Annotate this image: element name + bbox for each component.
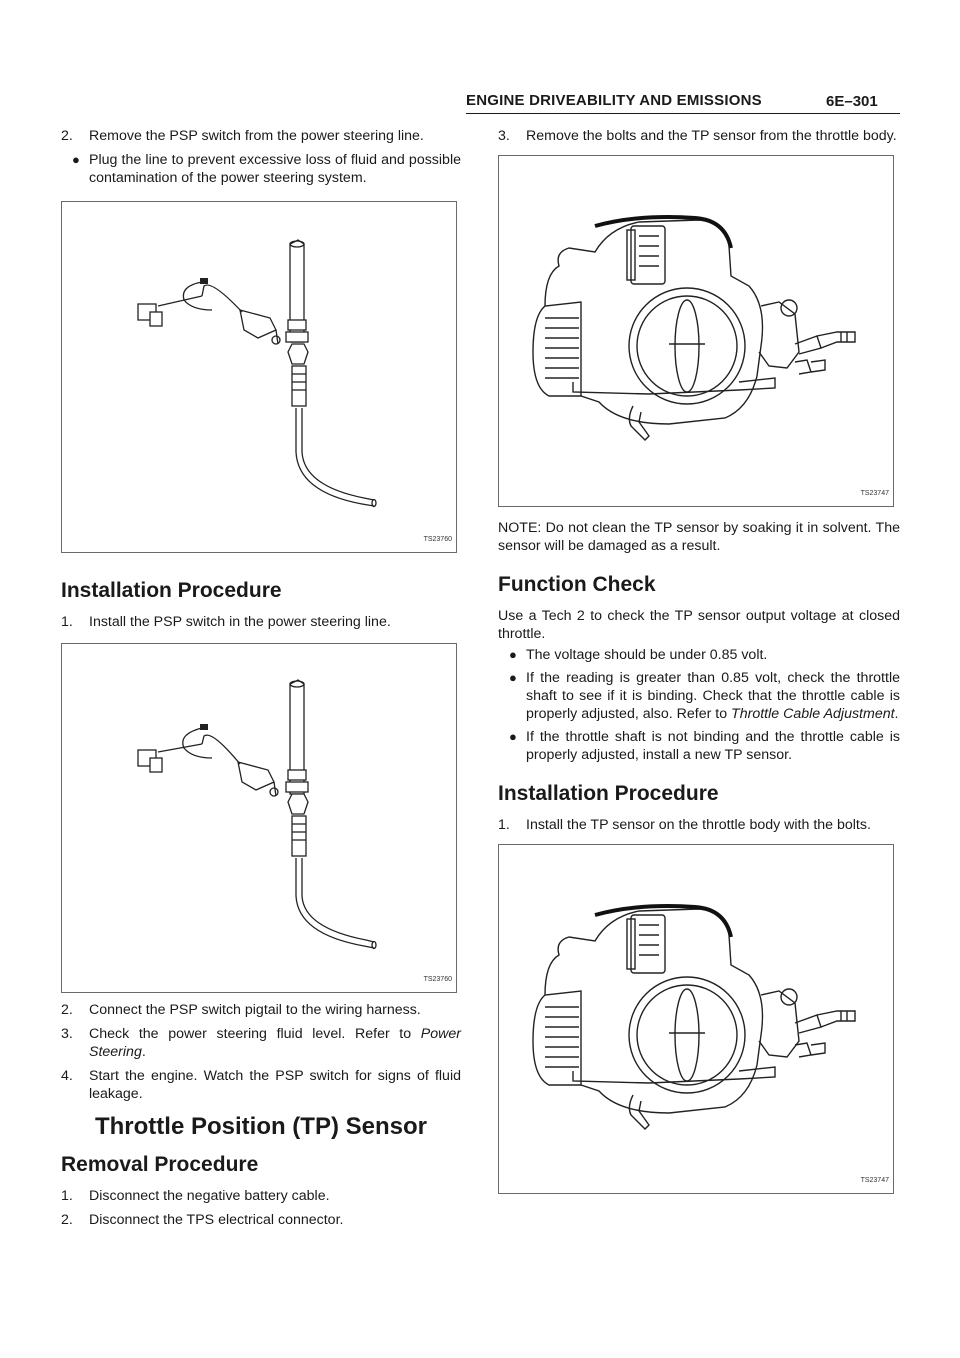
psp-removal-step-2: 2. Remove the PSP switch from the power steering line. [61, 128, 424, 144]
header-rule [466, 113, 900, 114]
psp-switch-figure-1 [61, 201, 457, 553]
plug-line-bullet: ● Plug the line to prevent excessive loss of fluid and possible contamination of the power steering system. [72, 152, 461, 186]
throttle-body-illustration-2 [499, 845, 893, 1193]
throttle-body-figure-2 [498, 844, 894, 1194]
installation-heading: Installation Procedure [498, 782, 719, 805]
psp-install-step-3: 3. Check the power steering fluid level. Refer to Power Steering. [61, 1026, 461, 1060]
connector-band [200, 278, 208, 284]
figure-code: TS23747 [860, 490, 889, 497]
voltage-bullet: ● The voltage should be under 0.85 volt. [509, 647, 768, 663]
installation-heading: Installation Procedure [61, 579, 282, 602]
figure-code: TS23760 [423, 976, 452, 983]
right-column [498, 127, 900, 1194]
throttle-cable-reference: Throttle Cable Adjustment [731, 706, 895, 722]
chapter-title: ENGINE DRIVEABILITY AND EMISSIONS [466, 92, 762, 109]
psp-switch-figure-2 [61, 643, 457, 993]
function-check-text: Use a Tech 2 to check the TP sensor output voltage at closed throttle. [498, 608, 900, 642]
psp-switch-illustration-2 [62, 644, 456, 992]
psp-switch-illustration [62, 202, 456, 552]
sensor-cleaning-note: NOTE: Do not clean the TP sensor by soaking it in solvent. The sensor will be damaged as a result. [498, 520, 900, 554]
page-number: 6E–301 [826, 93, 878, 110]
bullet-icon: ● [509, 647, 517, 662]
bullet-icon: ● [72, 152, 80, 167]
figure-code: TS23760 [423, 536, 452, 543]
bullet-icon: ● [509, 729, 517, 744]
reading-high-bullet: ● If the reading is greater than 0.85 volt, check the throttle shaft to see if it is binding. Check that the throttle cable is properly adjusted, also. Refer to Throttle Cable Adjustment. [509, 670, 900, 722]
psp-install-step-4: 4. Start the engine. Watch the PSP switch for signs of fluid leakage. [61, 1068, 461, 1102]
tp-removal-step-3: 3. Remove the bolts and the TP sensor from the throttle body. [498, 128, 897, 144]
left-column [61, 127, 461, 1235]
replace-sensor-bullet: ● If the throttle shaft is not binding and the throttle cable is properly adjusted, install a new TP sensor. [509, 729, 900, 763]
psp-install-step-1: 1. Install the PSP switch in the power steering line. [61, 614, 391, 630]
psp-install-step-2: 2. Connect the PSP switch pigtail to the wiring harness. [61, 1002, 421, 1018]
tp-install-step-1: 1. Install the TP sensor on the throttle body with the bolts. [498, 817, 871, 833]
tp-removal-step-1: 1. Disconnect the negative battery cable. [61, 1188, 330, 1204]
function-check-heading: Function Check [498, 573, 656, 596]
throttle-body-illustration [499, 156, 893, 506]
throttle-body-figure-1 [498, 155, 894, 507]
figure-code: TS23747 [860, 1177, 889, 1184]
tp-removal-step-2: 2. Disconnect the TPS electrical connector. [61, 1212, 344, 1228]
removal-heading: Removal Procedure [61, 1153, 259, 1176]
bullet-icon: ● [509, 670, 517, 685]
section-title: Throttle Position (TP) Sensor [94, 1113, 427, 1140]
power-steering-reference: Power Steering [89, 1026, 461, 1060]
